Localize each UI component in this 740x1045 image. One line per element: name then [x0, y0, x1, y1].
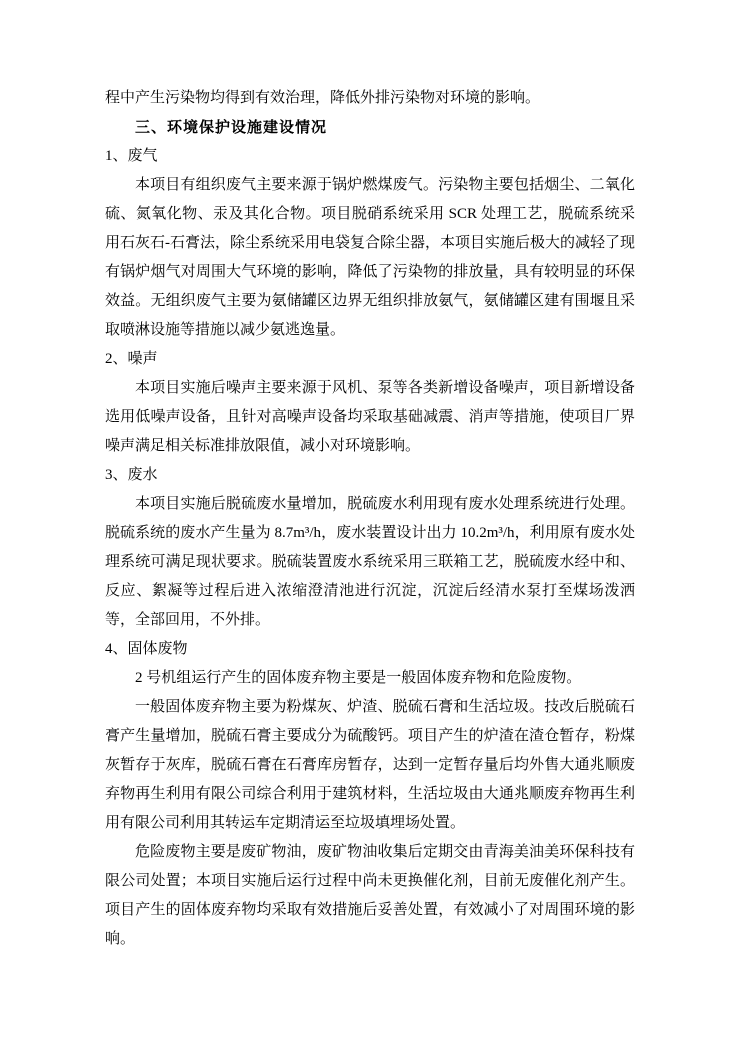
- body-paragraph: 一般固体废弃物主要为粉煤灰、炉渣、脱硫石膏和生活垃圾。技改后脱硫石膏产生量增加，脱硫石膏主要成分为硫酸钙。项目产生的炉渣在渣仓暂存，粉煤灰暂存于灰库，脱硫石膏在石膏库房暂存，达到一定暂存量后均外售大通兆顺废弃物再生利用有限公司综合利用于建筑材料，生活垃圾由大通兆顺废弃物再生利用有限公司利用其转运车定期清运至垃圾填埋场处置。: [105, 699, 635, 831]
- subsection-title: 1、废气: [105, 148, 158, 164]
- body-paragraph: 本项目有组织废气主要来源于锅炉燃煤废气。污染物主要包括烟尘、二氧化硫、氮氧化物、汞及其化合物。项目脱硝系统采用 SCR 处理工艺，脱硫系统采用石灰石-石膏法，除尘系统采用电袋复合除尘器，本项目实施后极大的减轻了现有锅炉烟气对周围大气环境的影响，降低了污染物的排放量，具有较明显的环保效益。无组织废气主要为氨储罐区边界无组织排放氨气，氨储罐区建有围堰且采取喷淋设施等措施以减少氨逃逸量。: [105, 177, 635, 338]
- chapter-heading: 三、环境保护设施建设情况: [135, 119, 328, 136]
- subsection-title: 3、废水: [105, 467, 158, 483]
- body-paragraph: 2 号机组运行产生的固体废弃物主要是一般固体废弃物和危险废物。: [135, 670, 582, 686]
- subsection-title: 4、固体废物: [105, 641, 188, 657]
- continuation-paragraph: 程中产生污染物均得到有效治理，降低外排污染物对环境的影响。: [105, 90, 541, 106]
- sections-container: [105, 142, 635, 954]
- body-paragraph: 本项目实施后脱硫废水量增加，脱硫废水利用现有废水处理系统进行处理。脱硫系统的废水产生量为 8.7m³/h，废水装置设计出力 10.2m³/h，利用原有废水处理系统可满足现状要求。脱硫装置废水系统采用三联箱工艺，脱硫废水经中和、反应、絮凝等过程后进入浓缩澄清池进行沉淀，沉淀后经清水泵打至煤场泼洒等，全部回用，不外排。: [105, 496, 635, 628]
- body-paragraph: 危险废物主要是废矿物油，废矿物油收集后定期交由青海美油美环保科技有限公司处置；本项目实施后运行过程中尚未更换催化剂，目前无废催化剂产生。项目产生的固体废弃物均采取有效措施后妥善处置，有效减小了对周围环境的影响。: [105, 844, 635, 947]
- subsection-title: 2、噪声: [105, 351, 158, 367]
- body-paragraph: 本项目实施后噪声主要来源于风机、泵等各类新增设备噪声，项目新增设备选用低噪声设备，且针对高噪声设备均采取基础减震、消声等措施，使项目厂界噪声满足相关标准排放限值，减小对环境影响。: [105, 380, 635, 454]
